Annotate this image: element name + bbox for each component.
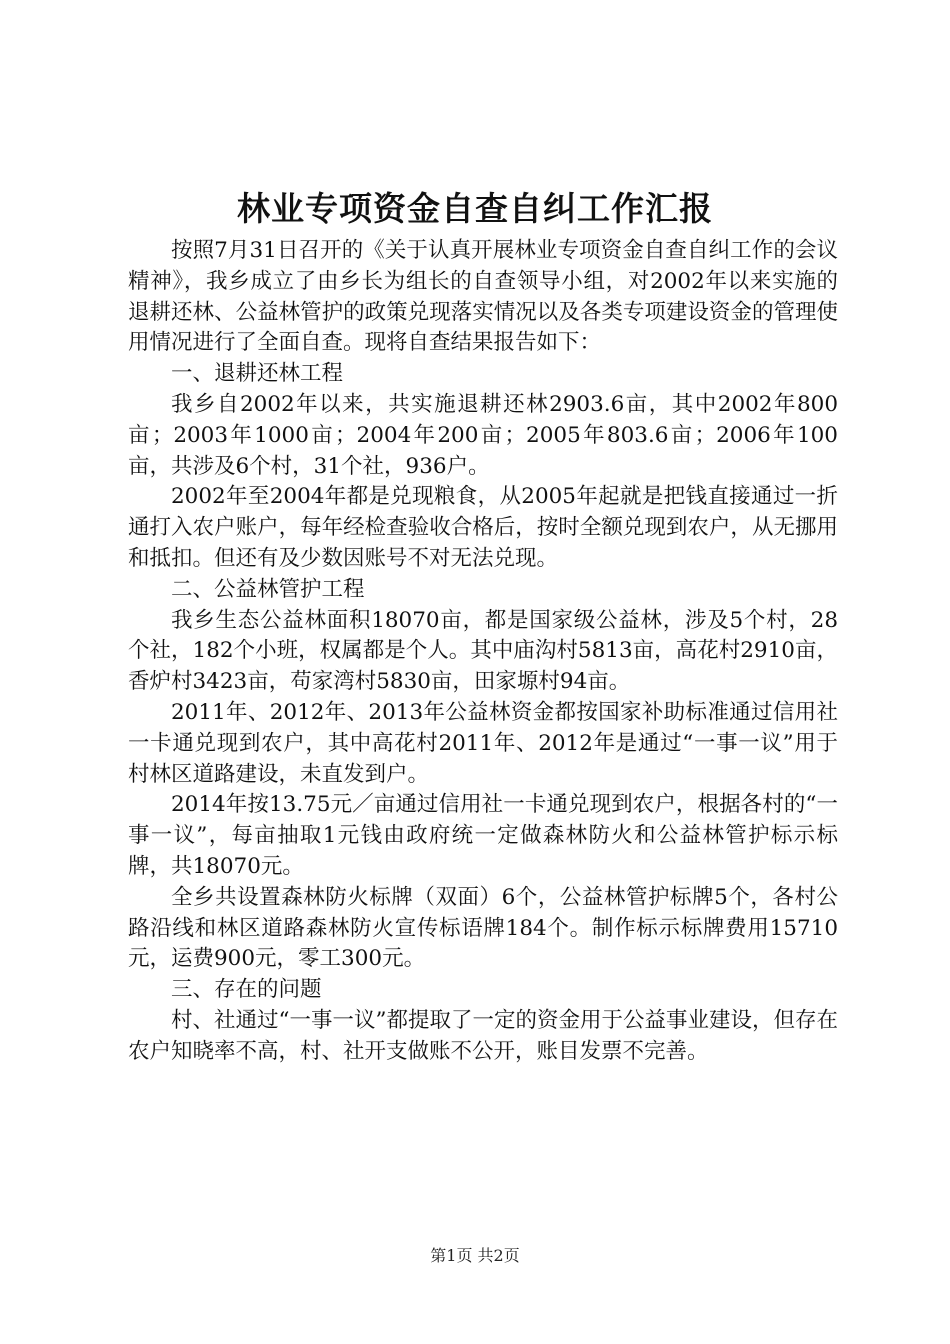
section-1-paragraph-2: 2002年至2004年都是兑现粮食，从2005年起就是把钱直接通过一折通打入农户账户，每年经检查验收合格后，按时全额兑现到农户，从无挪用和抵扣。但还有及少数因账号不对无法兑现。: [128, 484, 838, 571]
section-3-paragraph-1: 村、社通过“一事一议”都提取了一定的资金用于公益事业建设，但存在农户知晓率不高，村、社开支做账不公开，账目发票不完善。: [128, 1007, 838, 1064]
page-number-footer: 第1页 共2页: [430, 1246, 520, 1265]
document-body: [128, 236, 838, 1068]
section-2-paragraph-3: 2014年按13.75元／亩通过信用社一卡通兑现到农户，根据各村的“一事一议”，每亩抽取1元钱由政府统一定做森林防火和公益林管护标示标牌，共18070元。: [128, 792, 838, 879]
section-2-paragraph-1: 我乡生态公益林面积18070亩，都是国家级公益林，涉及5个村，28个社，182个小班，权属都是个人。其中庙沟村5813亩，高花村2910亩，香炉村3423亩，苟家湾村5830亩，田家塬村94亩。: [128, 607, 838, 695]
section-2-paragraph-4: 全乡共设置森林防火标牌（双面）6个，公益林管护标牌5个，各村公路沿线和林区道路森林防火宣传标语牌184个。制作标示标牌费用15710元，运费900元，零工300元。: [128, 884, 838, 972]
section-heading-2: 二、公益林管护工程: [171, 576, 365, 602]
intro-paragraph: 按照7月31日召开的《关于认真开展林业专项资金自查自纠工作的会议精神》，我乡成立了由乡长为组长的自查领导小组，对2002年以来实施的退耕还林、公益林管护的政策兑现落实情况以及各类专项建设资金的管理使用情况进行了全面自查。现将自查结果报告如下：: [128, 238, 838, 356]
section-heading-1: 一、退耕还林工程: [171, 361, 344, 387]
section-1-paragraph-1: 我乡自2002年以来，共实施退耕还林2903.6亩，其中2002年800亩；2003年1000亩；2004年200亩；2005年803.6亩；2006年100亩，共涉及6个村，31个社，936户。: [128, 391, 838, 479]
section-heading-3: 三、存在的问题: [171, 977, 322, 1003]
document-title: 林业专项资金自查自纠工作汇报: [237, 189, 713, 228]
section-2-paragraph-2: 2011年、2012年、2013年公益林资金都按国家补助标准通过信用社一卡通兑现到农户，其中高花村2011年、2012年是通过“一事一议”用于村林区道路建设，未直发到户。: [128, 699, 838, 787]
